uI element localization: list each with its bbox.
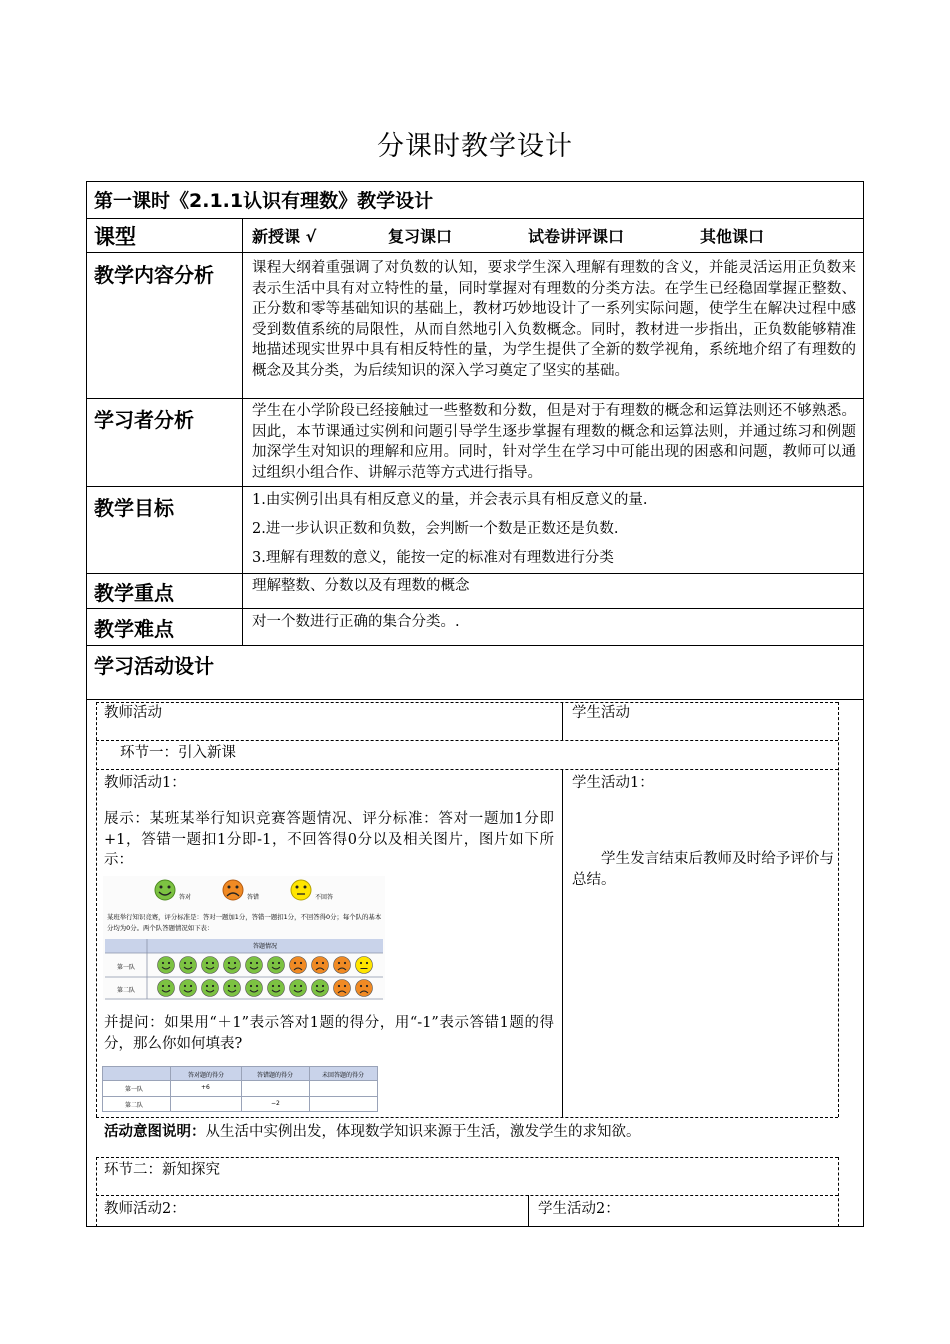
course-type-label: 课型: [94, 225, 136, 249]
wrong-face-icon: [334, 957, 351, 974]
fill-table-line: [309, 1067, 310, 1111]
correct-face-icon: [180, 980, 197, 997]
stage-two-title: 环节二：新知探究: [104, 1162, 220, 1178]
activity-grid-line: [96, 1157, 838, 1158]
fill-table-line: [170, 1067, 171, 1111]
fill-table-header: 答对题的得分: [187, 1072, 224, 1079]
teacher-activity-1-title: 教师活动1：: [104, 775, 186, 791]
image-row-label: 第二队: [117, 987, 136, 994]
correct-face-icon: [290, 980, 307, 997]
fill-table-header: 答错题的得分: [256, 1072, 293, 1079]
course-type-new: 新授课 √: [252, 227, 317, 246]
difficulties-label: 教学难点: [94, 617, 174, 641]
correct-face-icon: [312, 980, 329, 997]
correct-face-icon: [224, 957, 241, 974]
objective-item: 3.理解有理数的意义，能按一定的标准对有理数进行分类: [252, 550, 614, 566]
activity-intent-label: 活动意图说明：: [104, 1124, 206, 1140]
course-type-other: 其他课口: [700, 227, 765, 246]
correct-face-icon: [158, 980, 175, 997]
teacher-activity-1-question: 并提问：如果用“＋1”表示答对1题的得分，用“-1”表示答错1题的得分，那么你如何填表?: [104, 1015, 554, 1052]
activity-grid-line: [528, 1195, 529, 1227]
row-divider: [86, 486, 864, 487]
fill-table-header: 未回答题的得分: [321, 1072, 364, 1079]
fill-table: [102, 1066, 378, 1112]
activity-intent-text: 从生活中实例出发，体现数学知识来源于生活，激发学生的求知欲。: [205, 1124, 641, 1140]
student-activity-2-title: 学生活动2：: [538, 1201, 620, 1217]
correct-face-icon: [224, 980, 241, 997]
legend-wrong-icon: [223, 880, 243, 900]
image-table-header: 答题情况: [253, 943, 278, 950]
legend-no-answer-label: 不回答: [315, 894, 334, 901]
correct-face-icon: [268, 980, 285, 997]
activity-design-label: 学习活动设计: [94, 654, 214, 678]
objective-item: 2.进一步认识正数和负数，会判断一个数是正数还是负数.: [252, 521, 619, 537]
course-type-exam: 试卷讲评课口: [528, 227, 625, 246]
activity-grid-line: [96, 1117, 838, 1118]
student-activity-header: 学生活动: [572, 705, 630, 721]
teacher-activity-header: 教师活动: [104, 705, 162, 721]
row-divider: [86, 699, 864, 700]
row-divider: [86, 645, 864, 646]
course-type-review: 复习课口: [388, 227, 453, 246]
wrong-face-icon: [334, 980, 351, 997]
activity-grid-line: [562, 702, 563, 740]
page-title: 分课时教学设计: [377, 131, 573, 162]
row-divider: [86, 398, 864, 399]
activity-grid-line: [838, 1157, 839, 1227]
learner-analysis-label: 学习者分析: [94, 408, 194, 432]
no-answer-face-icon: [356, 957, 373, 974]
difficulties-text: 对一个数进行正确的集合分类。.: [252, 614, 460, 630]
fill-table-line: [103, 1080, 377, 1081]
objective-item: 1.由实例引出具有相反意义的量，并会表示具有相反意义的量.: [252, 492, 648, 508]
row-divider: [86, 573, 864, 574]
activity-grid-line: [96, 1157, 97, 1227]
correct-face-icon: [202, 957, 219, 974]
correct-face-icon: [180, 957, 197, 974]
image-caption: 某班举行知识竞赛，评分标准是：答对一题加1分，答错一题扣1分，不回答得0分；每个队的基本分均为0分。两个队答题情况如下表：: [107, 913, 382, 932]
legend-correct-label: 答对: [179, 894, 192, 901]
fill-table-row-label: 第二队: [125, 1102, 144, 1109]
column-divider: [242, 218, 243, 645]
teacher-activity-1-text: 展示：某班某举行知识竞赛答题情况、评分标准：答对一题加1分即+1，答错一题扣1分即-1，不回答得0分以及相关图片，图片如下所示：: [104, 811, 554, 868]
row-divider: [86, 252, 864, 253]
correct-face-icon: [202, 980, 219, 997]
activity-grid-line: [96, 702, 97, 1117]
teacher-activity-2-title: 教师活动2：: [104, 1201, 186, 1217]
row-divider: [86, 608, 864, 609]
competition-image: [103, 876, 385, 1000]
wrong-face-icon: [290, 957, 307, 974]
content-analysis-label: 教学内容分析: [94, 263, 214, 287]
student-activity-1-title: 学生活动1：: [572, 775, 654, 791]
wrong-face-icon: [356, 980, 373, 997]
row-divider: [86, 218, 864, 219]
correct-face-icon: [268, 957, 285, 974]
correct-face-icon: [246, 957, 263, 974]
legend-correct-icon: [155, 880, 175, 900]
fill-table-cell: +6: [201, 1084, 210, 1091]
activity-grid-line: [96, 740, 838, 741]
learner-analysis-text: 学生在小学阶段已经接触过一些整数和分数，但是对于有理数的概念和运算法则还不够熟悉。因此，本节课通过实例和问题引导学生逐步掌握有理数的概念和运算法则，并通过练习和例题加深学生对知识的理解和应用。同时，针对学生在学习中可能出现的困惑和问题，教师可以通过组织小组合作、讲解示范等方式进行指导。: [252, 403, 856, 481]
fill-table-row-label: 第一队: [125, 1086, 144, 1093]
content-analysis-text: 课程大纲着重强调了对负数的认知，要求学生深入理解有理数的含义，并能灵活运用正负数来表示生活中具有对立特性的量，同时掌握对有理数的分类方法。在学生已经稳固掌握正整数、正分数和零等基础知识的基础上，教材巧妙地设计了一系列实际问题，使学生在解决过程中感受到数值系统的局限性，从而自然地引入负数概念。同时，教材进一步指出，正负数能够精准地描述现实世界中具有相反特性的量，为学生提供了全新的数学视角，系统地介绍了有理数的概念及其分类，为后续知识的深入学习奠定了坚实的基础。: [252, 260, 856, 379]
legend-no-answer-icon: [291, 880, 311, 900]
face-rows: [158, 957, 373, 997]
student-activity-1-text: 学生发言结束后教师及时给予评价与总结。: [572, 851, 834, 888]
lesson-title: 第一课时《2.1.1认识有理数》教学设计: [94, 190, 434, 212]
legend-wrong-label: 答错: [247, 894, 260, 901]
activity-grid-line: [96, 769, 838, 770]
competition-image-svg: [103, 876, 385, 1000]
stage-one-title: 环节一：引入新课: [120, 745, 236, 761]
fill-table-line: [241, 1067, 242, 1111]
activity-intent: [104, 1122, 641, 1142]
objectives-label: 教学目标: [94, 496, 174, 520]
activity-grid-line: [96, 1195, 838, 1196]
key-points-label: 教学重点: [94, 581, 174, 605]
key-points-text: 理解整数、分数以及有理数的概念: [252, 578, 470, 594]
activity-grid-line: [562, 769, 563, 1117]
correct-face-icon: [158, 957, 175, 974]
fill-table-line: [103, 1096, 377, 1097]
correct-face-icon: [246, 980, 263, 997]
image-row-label: 第一队: [117, 964, 136, 971]
activity-grid-line: [96, 702, 838, 703]
activity-grid-line: [838, 702, 839, 1117]
wrong-face-icon: [312, 957, 329, 974]
fill-table-cell: −2: [271, 1100, 280, 1107]
